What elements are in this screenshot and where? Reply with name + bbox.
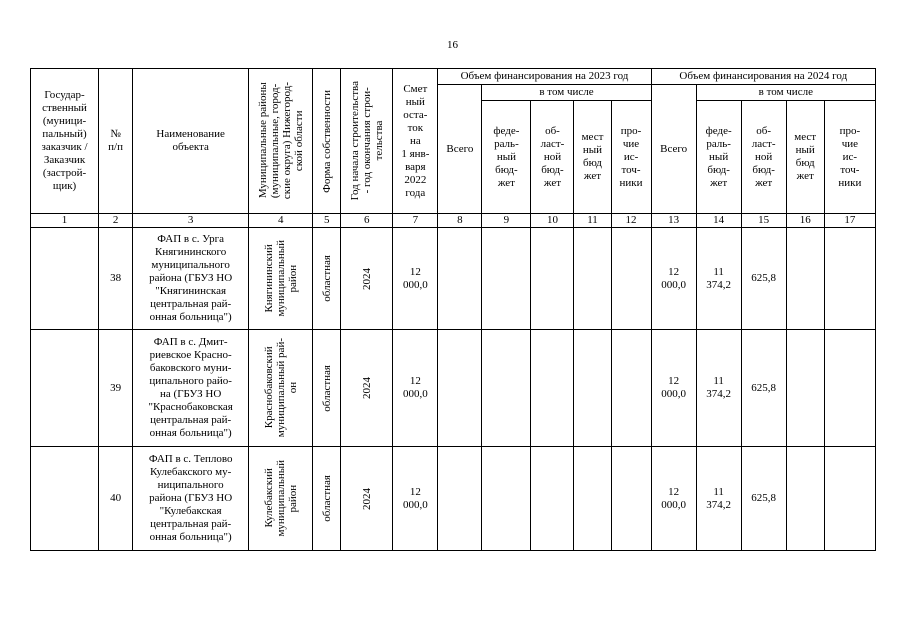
y2024-federal-cell: 11 374,2 [696, 228, 741, 330]
y2023-total-cell [438, 228, 482, 330]
header-2023-regional: об- ласт- ной бюд- жет [531, 101, 574, 214]
column-number: 17 [824, 214, 875, 228]
financing-table [30, 68, 876, 551]
header-2024-regional: об- ласт- ной бюд- жет [741, 101, 786, 214]
header-row-1 [31, 69, 876, 85]
district-cell [249, 447, 313, 551]
object-name-cell: ФАП в с. Теплово Кулебакского му- ниципального района (ГБУЗ НО "Кулебакская центральная рай- онная больница") [133, 447, 249, 551]
column-number: 2 [99, 214, 133, 228]
years-cell [341, 447, 393, 551]
header-customer: Государ- ственный (муници- пальный) заказчик / Заказчик (застрой- щик) [31, 69, 99, 214]
header-2024-total: Всего [651, 85, 696, 214]
column-number: 10 [531, 214, 574, 228]
y2024-total-cell: 12 000,0 [651, 330, 696, 447]
column-number: 1 [31, 214, 99, 228]
district-cell [249, 330, 313, 447]
ownership-cell [313, 330, 341, 447]
y2024-other-cell [824, 330, 875, 447]
years-text: 2024 [360, 377, 373, 399]
years-text: 2024 [360, 267, 373, 290]
district-cell [249, 228, 313, 330]
y2023-other-cell [611, 228, 651, 330]
header-years [341, 69, 393, 214]
column-number: 16 [786, 214, 824, 228]
header-2023-other: про- чие ис- точ- ники [611, 101, 651, 214]
y2024-other-cell [824, 228, 875, 330]
column-number: 4 [249, 214, 313, 228]
column-number: 6 [341, 214, 393, 228]
y2023-local-cell [574, 330, 611, 447]
y2024-local-cell [786, 447, 824, 551]
y2024-local-cell [786, 228, 824, 330]
column-number: 5 [313, 214, 341, 228]
years-cell [341, 228, 393, 330]
column-number: 11 [574, 214, 611, 228]
object-name-cell: ФАП в с. Урга Княгининского муниципального района (ГБУЗ НО "Княгининская центральная рай- онная больница") [133, 228, 249, 330]
page-number: 16 [447, 39, 458, 51]
years-cell [341, 330, 393, 447]
district-text: Кулебакский муниципальный район [262, 460, 299, 537]
header-2024-other: про- чие ис- точ- ники [824, 101, 875, 214]
y2023-federal-cell [482, 447, 531, 551]
y2024-total-cell: 12 000,0 [651, 447, 696, 551]
y2024-other-cell [824, 447, 875, 551]
header-2023-local: мест ный бюд жет [574, 101, 611, 214]
years-text: 2024 [360, 487, 373, 510]
ownership-cell [313, 228, 341, 330]
column-number: 14 [696, 214, 741, 228]
column-number: 15 [741, 214, 786, 228]
header-object-name: Наименование объекта [133, 69, 249, 214]
estimate-cell: 12 000,0 [393, 228, 438, 330]
table-row [31, 228, 876, 330]
table-row [31, 330, 876, 447]
y2023-other-cell [611, 330, 651, 447]
column-number: 8 [438, 214, 482, 228]
y2023-regional-cell [531, 228, 574, 330]
y2023-total-cell [438, 330, 482, 447]
customer-cell [31, 228, 99, 330]
row-number: 38 [99, 228, 133, 330]
header-2023-including: в том числе [482, 85, 651, 101]
header-ownership-text: Форма собственности [320, 89, 333, 193]
header-2023-federal: феде- раль- ный бюд- жет [482, 101, 531, 214]
header-years-text: Год начала строительства - год окончания строи- тельства [348, 81, 385, 201]
y2023-federal-cell [482, 330, 531, 447]
ownership-text: областная [320, 364, 333, 412]
row-number: 39 [99, 330, 133, 447]
header-2024-including: в том числе [696, 85, 875, 101]
y2024-federal-cell: 11 374,2 [696, 447, 741, 551]
y2024-regional-cell: 625,8 [741, 330, 786, 447]
table-row [31, 447, 876, 551]
header-number: № п/п [99, 69, 133, 214]
estimate-cell: 12 000,0 [393, 330, 438, 447]
y2024-regional-cell: 625,8 [741, 447, 786, 551]
ownership-text: областная [320, 255, 333, 302]
column-number: 9 [482, 214, 531, 228]
y2023-regional-cell [531, 447, 574, 551]
y2024-total-cell: 12 000,0 [651, 228, 696, 330]
column-number-row [31, 214, 876, 228]
y2024-federal-cell: 11 374,2 [696, 330, 741, 447]
object-name-cell: ФАП в с. Дмит- риевское Красно- баковского муни- ципального райо- на (ГБУЗ НО "Краснобаковская центральная рай- онная больница") [133, 330, 249, 447]
header-district [249, 69, 313, 214]
district-text: Краснобаковский муниципальный рай- он [262, 338, 299, 438]
header-2024-local: мест ный бюд жет [786, 101, 824, 214]
y2023-federal-cell [482, 228, 531, 330]
column-number: 13 [651, 214, 696, 228]
y2023-local-cell [574, 228, 611, 330]
y2023-local-cell [574, 447, 611, 551]
header-financing-2023: Объем финансирования на 2023 год [438, 69, 651, 85]
district-text: Княгининский муниципальный район [262, 240, 299, 317]
header-estimate: Смет ный оста- ток на 1 янв- варя 2022 года [393, 69, 438, 214]
customer-cell [31, 330, 99, 447]
y2023-other-cell [611, 447, 651, 551]
y2023-regional-cell [531, 330, 574, 447]
header-ownership [313, 69, 341, 214]
y2023-total-cell [438, 447, 482, 551]
header-2023-total: Всего [438, 85, 482, 214]
customer-cell [31, 447, 99, 551]
row-number: 40 [99, 447, 133, 551]
ownership-cell [313, 447, 341, 551]
header-financing-2024: Объем финансирования на 2024 год [651, 69, 875, 85]
y2024-local-cell [786, 330, 824, 447]
header-2024-federal: феде- раль- ный бюд- жет [696, 101, 741, 214]
column-number: 12 [611, 214, 651, 228]
column-number: 3 [133, 214, 249, 228]
ownership-text: областная [320, 475, 333, 522]
y2024-regional-cell: 625,8 [741, 228, 786, 330]
header-district-text: Муниципальные районы (муниципальные, город- ские округа) Нижегород- ской области [256, 82, 305, 200]
estimate-cell: 12 000,0 [393, 447, 438, 551]
column-number: 7 [393, 214, 438, 228]
